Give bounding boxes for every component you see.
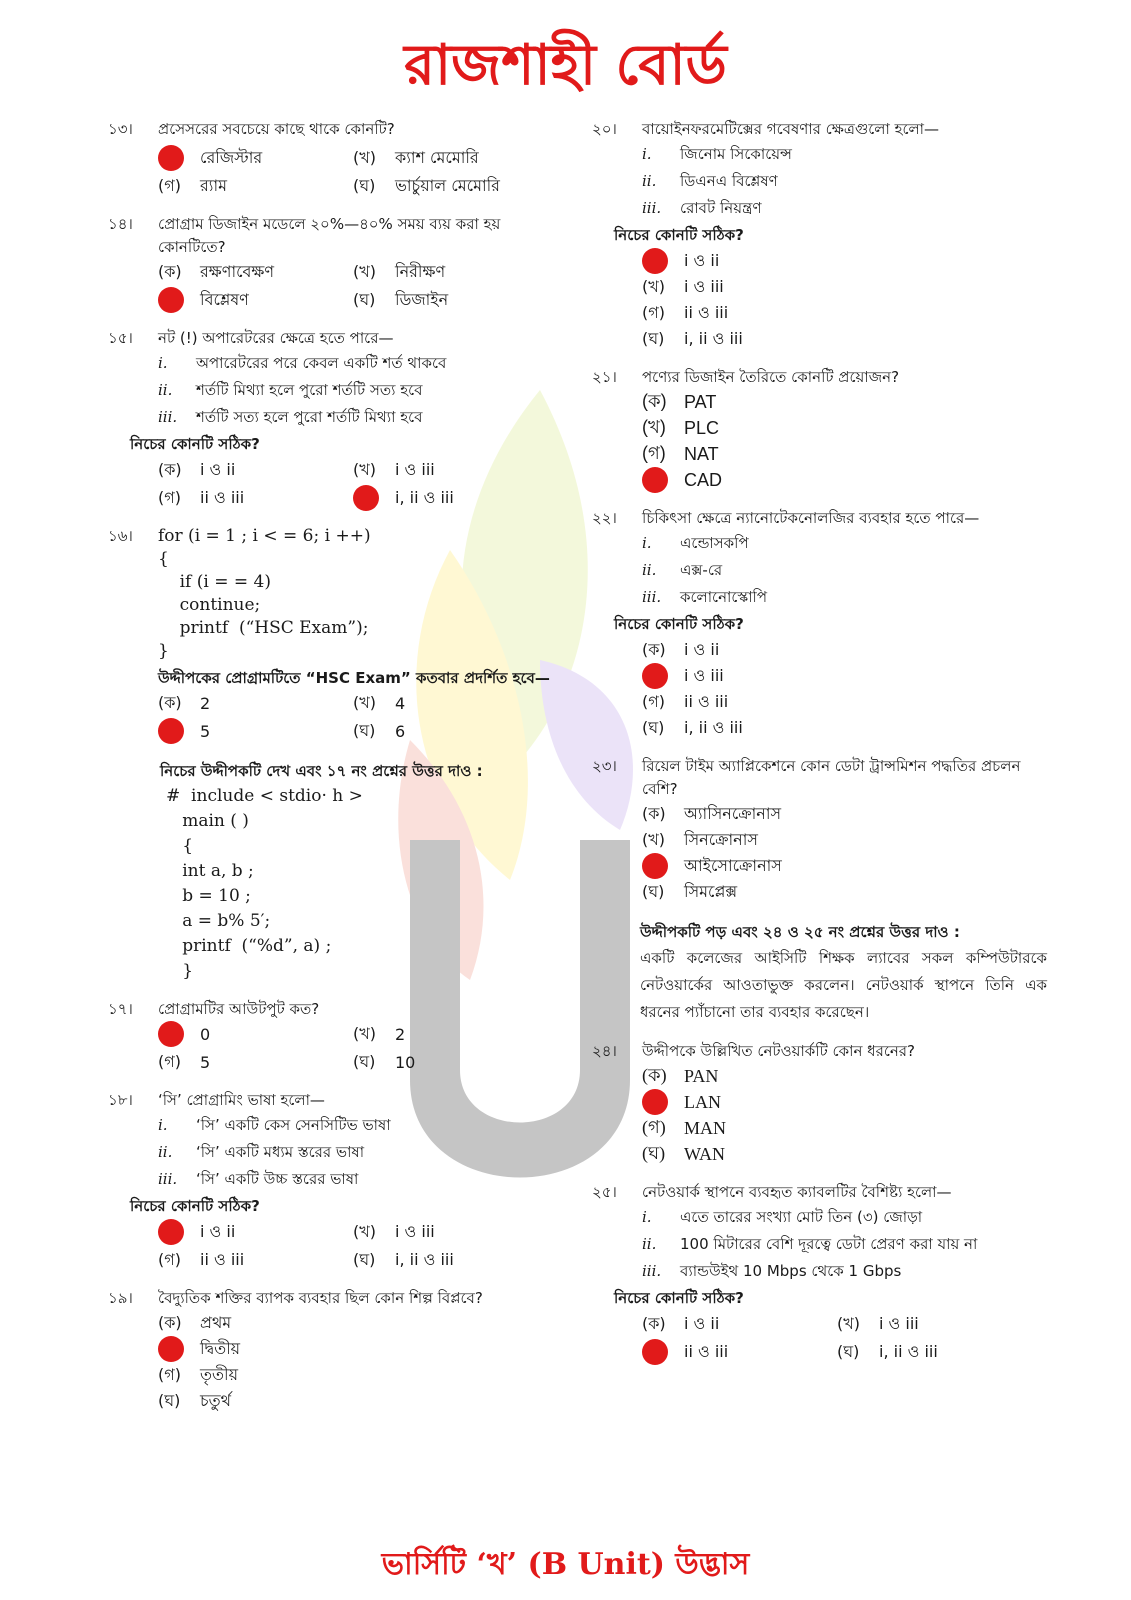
option-kha[interactable]: (খ) i ও iii [642,276,724,296]
question-text: নেটওয়ার্ক স্থাপনে ব্যবহৃত ক্যাবলটির বৈশিষ্ট্য হলো— [642,1183,952,1201]
question-number: ১৭। [108,1000,133,1018]
option-ka[interactable]: (ক) PAT [642,390,717,412]
question-text: প্রোগ্রামটির আউটপুট কত? [158,1000,320,1018]
page-title: রাজশাহী বোর্ড [404,32,727,98]
option-ga[interactable]: (গ) ii ও iii [642,302,729,322]
question-number: ১৯। [108,1289,133,1307]
question-text: নট (!) অপারেটরের ক্ষেত্রে হতে পারে— [158,329,394,347]
question-19 [108,1287,563,1414]
option-gha[interactable]: (ঘ) i, ii ও iii [642,328,743,348]
question-text: রিয়েল টাইম অ্যাপ্লিকেশনে কোন ডেটা ট্রান্সমিশন পদ্ধতির প্রচলন বেশি? [642,757,1021,798]
statement: i. অপারেটরের পরে কেবল একটি শর্ত থাকবে [158,354,447,372]
option-ga[interactable]: (গ) ii ও iii [158,1249,245,1269]
question-17 [108,998,563,1075]
answer-marker [353,485,379,511]
question-23 [592,755,1047,905]
option-gha[interactable]: (ঘ) সিমপ্লেক্স [642,881,738,901]
option-ka[interactable]: (ক) অ্যাসিনক্রোনাস [642,803,782,823]
question-18 [108,1089,563,1273]
statement: ii. শর্তটি মিথ্যা হলে পুরো শর্তটি সত্য হবে [158,381,423,399]
option-gha[interactable]: (ঘ) i, ii ও iii [837,1341,938,1361]
option-gha[interactable]: (ঘ) 10 [353,1051,416,1072]
question-number: ১৮। [108,1091,133,1109]
question-text: উদ্দীপকে উল্লিখিত নেটওয়ার্কটি কোন ধরনের? [642,1042,916,1060]
option-gha[interactable]: (ঘ) i, ii ও iii [353,1249,454,1269]
answer-marker [642,663,668,689]
option-ka[interactable]: 0 [158,1021,353,1047]
question-text: প্রোগ্রাম ডিজাইন মডেলে ২০%—৪০% সময় ব্যয় করা হয় কোনটিতে? [158,215,501,256]
question-22 [592,507,1047,741]
option-gha[interactable]: (ঘ) ডিজাইন [353,289,449,309]
option-ka[interactable]: (ক) 2 [158,692,211,713]
option-kha[interactable]: (খ) 4 [353,692,406,713]
option-ga[interactable]: আইসোক্রোনাস [642,853,1047,879]
statement: iii. কলোনোস্কোপি [642,588,768,606]
footer-brand: ভার্সিটি ‘খ’ (B Unit) উদ্ভাস [381,1547,750,1582]
question-text: উদ্দীপকের প্রোগ্রামটিতে “HSC Exam” কতবার প্রদর্শিত হবে— [158,669,550,687]
question-13 [108,118,563,199]
answer-marker [642,1339,668,1365]
question-number: ২৫। [592,1183,617,1201]
stimulus-instruction: নিচের উদ্দীপকটি দেখ এবং ১৭ নং প্রশ্নের উত্তর দাও : [160,762,483,780]
answer-marker [158,1021,184,1047]
question-25 [592,1181,1047,1365]
option-ga[interactable]: (গ) MAN [642,1116,727,1138]
question-prompt: নিচের কোনটি সঠিক? [614,226,744,244]
option-kha[interactable]: (খ) নিরীক্ষণ [353,261,446,281]
question-prompt: নিচের কোনটি সঠিক? [614,615,744,633]
question-24 [592,1040,1047,1167]
option-gha[interactable]: (ঘ) WAN [642,1142,725,1164]
option-ka[interactable]: (ক) রক্ষণাবেক্ষণ [158,261,275,281]
question-number: ১৬। [108,527,133,545]
option-ka[interactable]: (ক) i ও ii [158,459,236,479]
question-text: পণ্যের ডিজাইন তৈরিতে কোনটি প্রয়োজন? [642,368,900,386]
question-prompt: নিচের কোনটি সঠিক? [614,1289,744,1307]
question-number: ২৪। [592,1042,617,1060]
option-ga[interactable]: 5 [158,718,353,744]
statement: ii. 100 মিটারের বেশি দূরত্বে ডেটা প্রেরণ করা যায় না [642,1235,978,1253]
stimulus-17 [108,758,563,984]
option-ka[interactable]: (ক) PAN [642,1064,719,1086]
question-20 [592,118,1047,352]
question-number: ২৩। [592,757,617,775]
option-ka[interactable]: রেজিস্টার [158,145,353,171]
question-14 [108,213,563,313]
option-kha[interactable]: LAN [642,1089,1047,1115]
option-ga[interactable]: ii ও iii [642,1339,837,1365]
option-kha[interactable]: (খ) i ও iii [837,1313,919,1333]
question-text: ‘সি’ প্রোগ্রামিং ভাষা হলো— [158,1091,325,1109]
answer-marker [642,853,668,879]
question-text: বায়োইনফরমেটিক্সের গবেষণার ক্ষেত্রগুলো হলো— [642,120,940,138]
question-number: ১৫। [108,329,133,347]
option-kha[interactable]: (খ) i ও iii [353,1221,435,1241]
question-21 [592,366,1047,493]
question-text: প্রসেসরের সবচেয়ে কাছে থাকে কোনটি? [158,120,395,138]
question-number: ১৩। [108,120,133,138]
question-16 [108,525,563,744]
option-kha[interactable]: দ্বিতীয় [158,1336,563,1362]
option-gha[interactable]: CAD [642,467,1047,493]
statement: i. জিনোম সিকোয়েন্স [642,145,792,163]
question-number: ২০। [592,120,617,138]
answer-marker [158,1219,184,1245]
option-ka[interactable]: i ও ii [158,1219,353,1245]
option-ka[interactable]: (ক) প্রথম [158,1312,232,1332]
left-column [108,118,563,1428]
code-block: for (i = 1 ; i < = 6; i ++) { if (i = = 4) continue; printf (“HSC Exam”); } [158,526,371,661]
option-ga[interactable]: (গ) ii ও iii [642,691,729,711]
statement: iii. রোবট নিয়ন্ত্রণ [642,199,762,217]
question-number: ২১। [592,368,617,386]
option-kha[interactable]: (খ) i ও iii [353,459,435,479]
option-ka[interactable]: i ও ii [642,248,1047,274]
option-gha[interactable]: (ঘ) ভার্চুয়াল মেমোরি [353,175,500,195]
option-ka[interactable]: (ক) i ও ii [642,639,720,659]
question-15 [108,327,563,511]
question-number: ২২। [592,509,617,527]
answer-marker [642,1089,668,1115]
statement: iii. ব্যান্ডউইথ 10 Mbps থেকে 1 Gbps [642,1262,902,1280]
answer-marker [158,145,184,171]
statement: i. ‘সি’ একটি কেস সেনসিটিভ ভাষা [158,1116,391,1134]
option-ga[interactable]: (গ) ii ও iii [158,487,245,507]
option-kha[interactable]: (খ) সিনক্রোনাস [642,829,758,849]
statement: iii. ‘সি’ একটি উচ্চ স্তরের ভাষা [158,1170,359,1188]
answer-marker [158,718,184,744]
stimulus-24 [592,919,1047,1026]
option-ga[interactable]: (গ) NAT [642,442,719,464]
code-block: # include < stdio· h > main ( ) { int a, b ; b = 10 ; a = b% 5′; printf (“%d”, a) ; } [166,786,363,981]
option-ka[interactable]: (ক) i ও ii [642,1313,720,1333]
stimulus-paragraph: একটি কলেজের আইসিটি শিক্ষক ল্যাবের সকল কম্পিউটারকে নেটওয়ার্কের আওতাভুক্ত করলেন। নেটওয়ার্ক স্থাপনে তিনি এক ধরনের প্যাঁচানো তার ব্যবহার করেছেন। [640,949,1047,1021]
option-ga[interactable]: (গ) তৃতীয় [158,1364,239,1384]
option-gha[interactable]: (ঘ) i, ii ও iii [642,717,743,737]
statement: i. এতে তারের সংখ্যা মোট তিন (৩) জোড়া [642,1208,923,1226]
option-gha[interactable]: (ঘ) চতুর্থ [158,1390,232,1410]
statement: ii. ‘সি’ একটি মধ্যম স্তরের ভাষা [158,1143,365,1161]
statement: ii. ডিএনএ বিশ্লেষণ [642,172,778,190]
stimulus-instruction: উদ্দীপকটি পড় এবং ২৪ ও ২৫ নং প্রশ্নের উত্তর দাও : [640,923,960,941]
question-number: ১৪। [108,215,133,233]
option-kha[interactable]: (খ) ক্যাশ মেমোরি [353,147,479,167]
option-ga[interactable]: বিশ্লেষণ [158,287,353,313]
statement: i. এন্ডোসকপি [642,534,749,552]
answer-marker [158,1336,184,1362]
question-prompt: নিচের কোনটি সঠিক? [130,1197,260,1215]
answer-marker [642,248,668,274]
option-ga[interactable]: (গ) র‍্যাম [158,175,227,195]
question-prompt: নিচের কোনটি সঠিক? [130,435,260,453]
option-kha[interactable]: (খ) 2 [353,1023,406,1044]
option-gha[interactable]: (ঘ) 6 [353,720,406,741]
option-kha[interactable]: (খ) PLC [642,416,720,438]
answer-marker [158,287,184,313]
statement: ii. এক্স-রে [642,561,723,579]
question-text: বৈদ্যুতিক শক্তির ব্যাপক ব্যবহার ছিল কোন শিল্প বিপ্লবে? [158,1289,483,1307]
question-text: চিকিৎসা ক্ষেত্রে ন্যানোটেকনোলজির ব্যবহার হতে পারে— [642,509,980,527]
right-column [592,118,1047,1379]
option-kha[interactable]: i ও iii [642,663,1047,689]
option-ga[interactable]: (গ) 5 [158,1051,211,1072]
option-gha[interactable]: i, ii ও iii [353,485,548,511]
statement: iii. শর্তটি সত্য হলে পুরো শর্তটি মিথ্যা হবে [158,408,423,426]
answer-marker [642,467,668,493]
